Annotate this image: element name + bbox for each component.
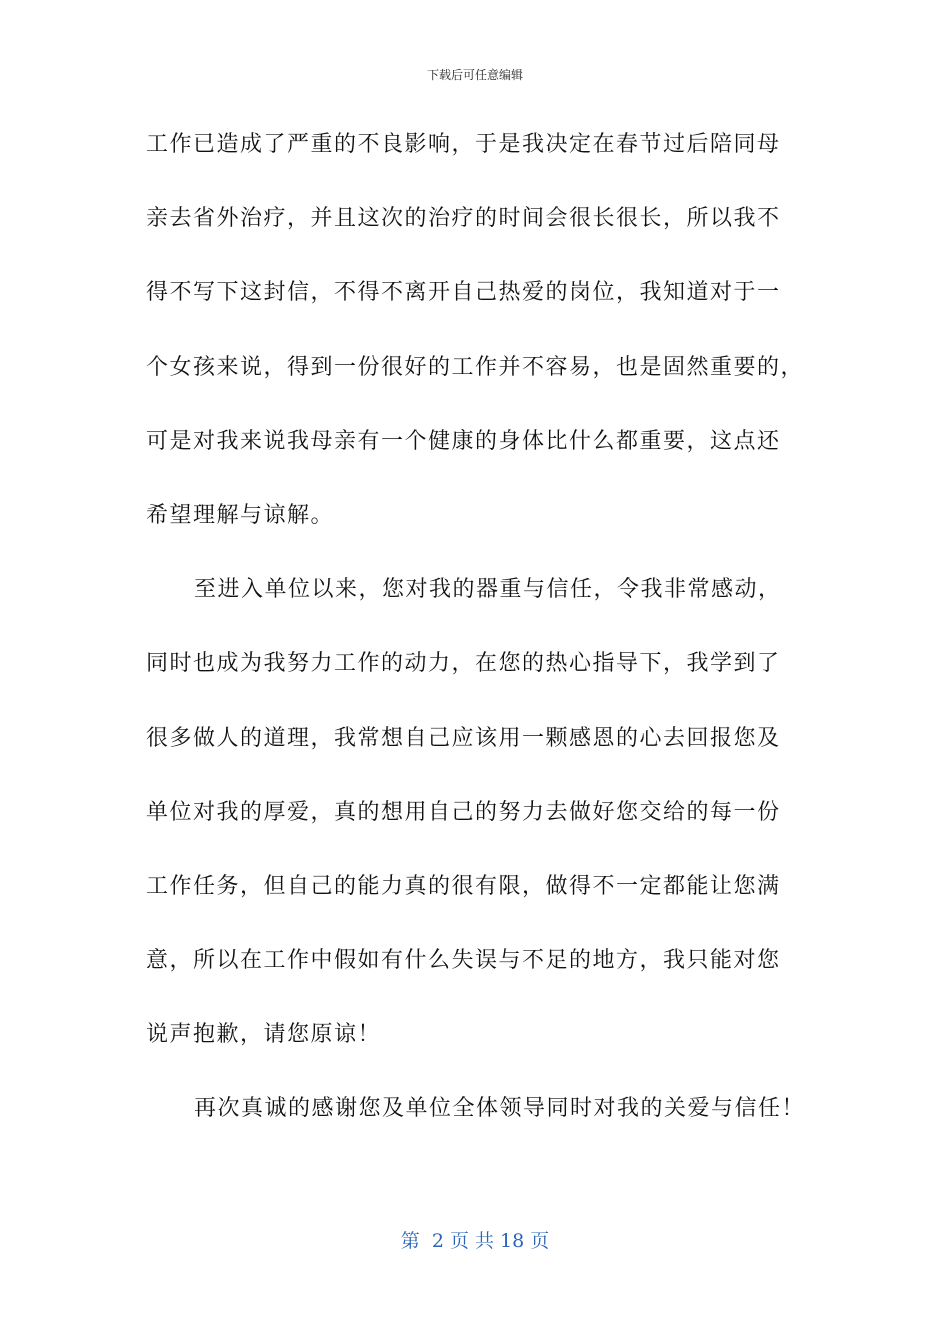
paragraph-first-line: 至进入单位以来，您对我的器重与信任，令我非常感动， [194,577,782,603]
header-note: 下载后可任意编辑 [426,68,523,82]
page-number: 第 2 页 共 18 页 [400,1230,550,1252]
paragraph-first-line: 再次真诚的感谢您及单位全体领导同时对我的关爱与信任！ [194,1096,806,1122]
text-line: 同时也成为我努力工作的动力，在您的热心指导下，我学到了 [146,651,781,677]
document-body [146,106,806,1145]
text-line: 说声抱歉，请您原谅！ [146,1022,382,1048]
text-line: 可是对我来说我母亲有一个健康的身体比什么都重要，这点还 [146,428,781,454]
text-line: 亲去省外治疗，并且这次的治疗的时间会很长很长，所以我不 [146,206,781,232]
text-line: 希望理解与谅解。 [146,502,335,528]
text-line: 很多做人的道理，我常想自己应该用一颗感恩的心去回报您及 [146,725,781,751]
text-line: 得不写下这封信，不得不离开自己热爱的岗位，我知道对于一 [146,280,781,306]
text-line: 工作已造成了严重的不良影响，于是我决定在春节过后陪同母 [146,132,781,157]
text-line: 工作任务，但自己的能力真的很有限，做得不一定都能让您满 [146,873,781,899]
text-line: 单位对我的厚爱，真的想用自己的努力去做好您交给的每一份 [146,799,781,825]
text-line: 个女孩来说，得到一份很好的工作并不容易，也是固然重要的， [146,354,805,380]
text-line: 意，所以在工作中假如有什么失误与不足的地方，我只能对您 [146,948,781,974]
